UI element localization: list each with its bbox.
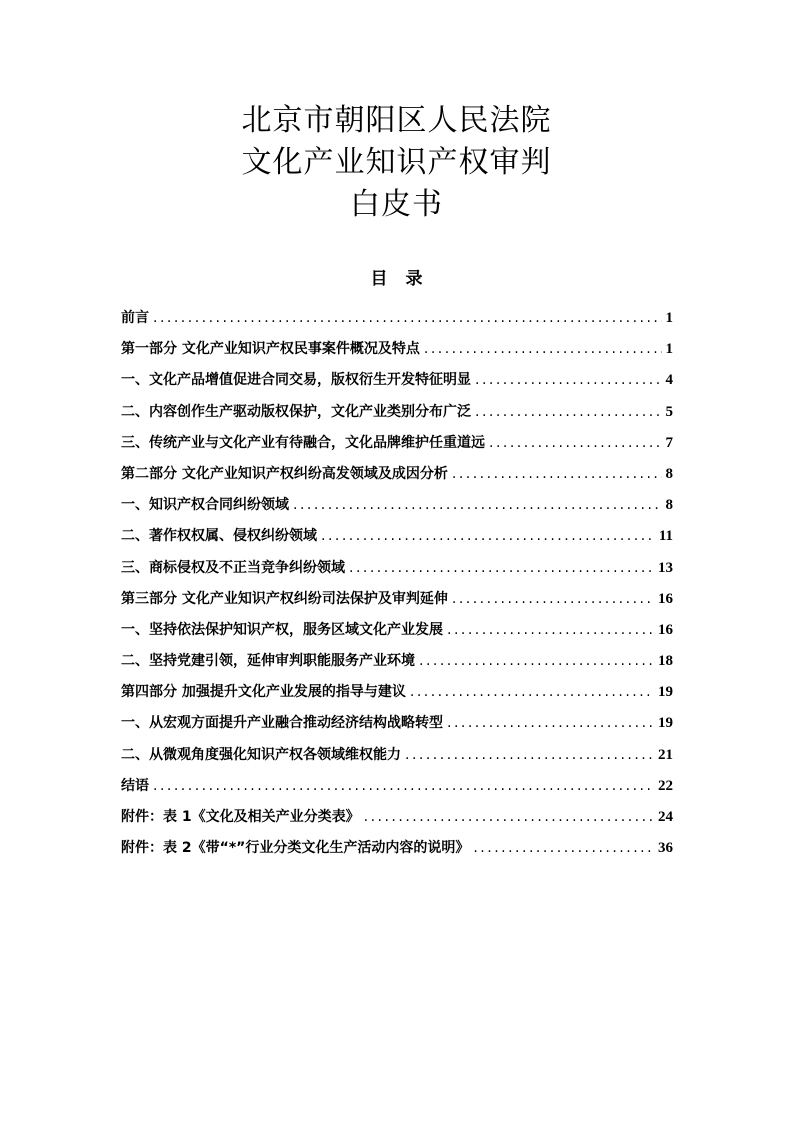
toc-entry-title: 一、文化产品增值促进合同交易，版权衍生开发特征明显 (121, 372, 471, 389)
toc-dot-leader (321, 521, 655, 552)
title-line-subject: 文化产业知识产权审判 (241, 145, 552, 180)
toc-dot-leader (473, 833, 654, 864)
toc-entry-title: 第二部分 文化产业知识产权纠纷高发领域及成因分析 (121, 465, 448, 482)
toc-entry-title: 二、著作权权属、侵权纠纷领域 (121, 528, 317, 545)
toc-dot-leader (447, 708, 654, 739)
toc-entry-page-number: 1 (665, 341, 673, 358)
toc-entry-page-number: 7 (665, 434, 673, 451)
toc-entry[interactable] (121, 553, 673, 584)
toc-entry-page-number: 1 (665, 310, 673, 326)
title-line-whitepaper: 白皮书 (350, 187, 443, 222)
toc-heading: 目录 (370, 269, 441, 289)
toc-dot-leader (153, 771, 654, 802)
toc-entry-title: 一、坚持依法保护知识产权，服务区域文化产业发展 (121, 621, 443, 638)
toc-entry[interactable] (121, 521, 673, 552)
toc-entry-page-number: 21 (658, 746, 673, 763)
toc-entry[interactable] (121, 490, 673, 521)
toc-entry-page-number: 16 (658, 621, 673, 638)
toc-entry-title: 二、坚持党建引领，延伸审判职能服务产业环境 (121, 653, 415, 670)
document-title (0, 100, 793, 226)
toc-dot-leader (452, 459, 662, 490)
toc-entry-page-number: 8 (665, 465, 673, 482)
toc-entry-page-number: 19 (658, 684, 673, 701)
toc-dot-leader (424, 334, 662, 365)
title-line-court: 北京市朝阳区人民法院 (241, 103, 552, 138)
toc-entry[interactable] (121, 771, 673, 802)
toc-entry[interactable] (121, 646, 673, 677)
toc-entry-title: 三、传统产业与文化产业有待融合，文化品牌维护任重道远 (121, 434, 485, 451)
toc-entry-page-number: 11 (658, 528, 673, 545)
toc-dot-leader (405, 740, 654, 771)
toc-entry[interactable] (121, 833, 673, 864)
toc-entry-page-number: 13 (658, 559, 673, 576)
toc-dot-leader (447, 615, 654, 646)
toc-entry-page-number: 8 (665, 497, 673, 514)
toc-dot-leader (419, 646, 654, 677)
toc-entry[interactable] (121, 615, 673, 646)
toc-dot-leader (349, 553, 654, 584)
toc-entry-title: 第四部分 加强提升文化产业发展的指导与建议 (121, 684, 406, 701)
toc-dot-leader (475, 397, 662, 428)
toc-entry-title: 第三部分 文化产业知识产权纠纷司法保护及审判延伸 (121, 590, 448, 607)
toc-entry-page-number: 5 (665, 403, 673, 420)
toc-dot-leader (153, 303, 662, 334)
toc-entry[interactable] (121, 334, 673, 365)
toc-dot-leader (489, 428, 662, 459)
toc-dot-leader (293, 490, 662, 521)
toc-entry-page-number: 18 (658, 653, 673, 670)
toc-dot-leader (452, 584, 654, 615)
toc-entry[interactable] (121, 459, 673, 490)
toc-entry[interactable] (121, 584, 673, 615)
toc-entry[interactable] (121, 677, 673, 708)
toc-entry-title: 结语 (121, 777, 149, 794)
toc-entry-title: 二、内容创作生产驱动版权保护，文化产业类别分布广泛 (121, 403, 471, 420)
toc-entry-title: 二、从微观角度强化知识产权各领域维权能力 (121, 746, 401, 763)
toc-entry-title: 三、商标侵权及不正当竞争纠纷领域 (121, 559, 345, 576)
toc-entry-title: 一、从宏观方面提升产业融合推动经济结构战略转型 (121, 715, 443, 732)
toc-entry[interactable] (121, 740, 673, 771)
toc-entry-page-number: 16 (658, 590, 673, 607)
toc-entry-title: 附件：表 2《带“*”行业分类文化生产活动内容的说明》 (121, 840, 470, 857)
toc-dot-leader (410, 677, 654, 708)
toc-entry[interactable] (121, 397, 673, 428)
toc-dot-leader (364, 802, 654, 833)
toc-entry-title: 第一部分 文化产业知识产权民事案件概况及特点 (121, 341, 420, 358)
toc-entry-page-number: 36 (658, 840, 673, 857)
toc-entry[interactable] (121, 708, 673, 739)
toc-entry[interactable] (121, 428, 673, 459)
toc-entry-page-number: 22 (658, 777, 673, 794)
toc-entry-title: 附件：表 1《文化及相关产业分类表》 (121, 809, 360, 825)
toc-dot-leader (475, 365, 662, 396)
toc-entry-page-number: 24 (658, 809, 673, 825)
table-of-contents (121, 303, 673, 864)
toc-entry-title: 前言 (121, 310, 149, 326)
toc-entry[interactable] (121, 303, 673, 334)
toc-entry[interactable] (121, 802, 673, 833)
toc-entry[interactable] (121, 365, 673, 396)
toc-entry-page-number: 19 (658, 715, 673, 732)
toc-entry-page-number: 4 (665, 372, 673, 389)
toc-entry-title: 一、知识产权合同纠纷领域 (121, 497, 289, 514)
